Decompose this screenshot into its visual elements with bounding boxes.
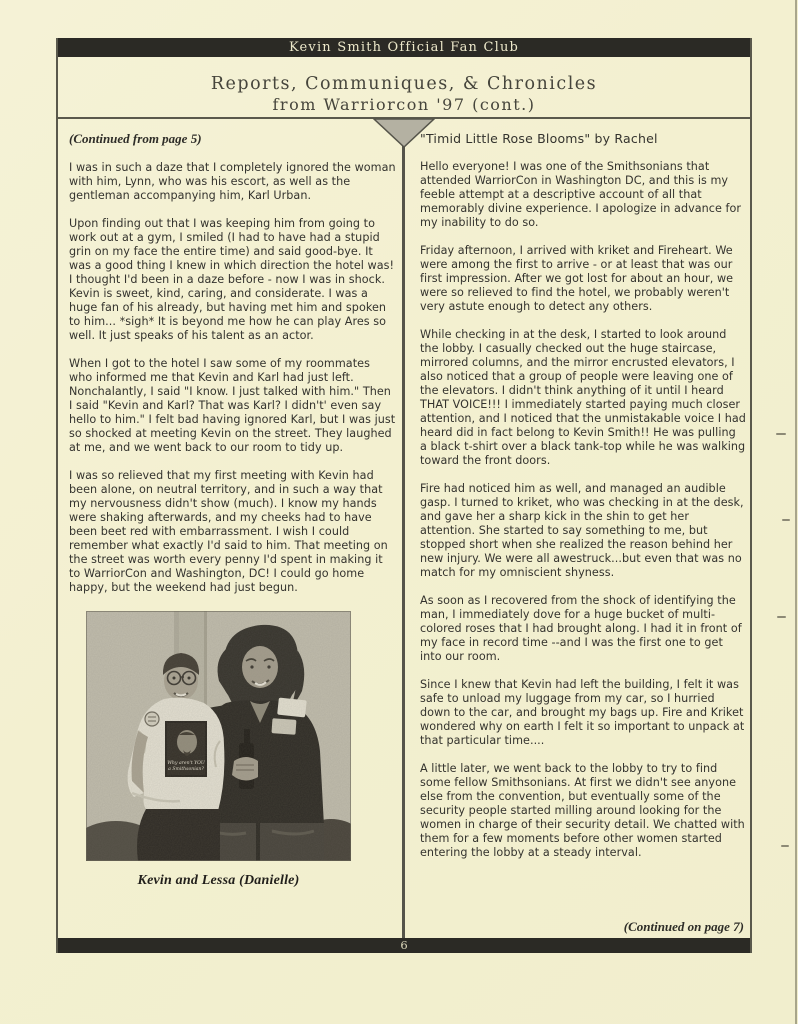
photo-caption: Kevin and Lessa (Danielle) (137, 873, 300, 888)
footer-bar (58, 938, 750, 953)
continued-from-note: (Continued from page 5) (69, 131, 202, 146)
column-divider (402, 146, 405, 938)
scan-mark (781, 845, 789, 847)
left-paragraph: When I got to the hotel I saw some of my roommates who informed me that Kevin and Karl had just left. Nonchalantly, I said "I know. I just talked with him." Then I said "Kevin and Karl? That was Karl? I didn't' even say hello to him." I felt bad having ignored Karl, but I was just so shocked at meeting Kevin on the street. They laughed at me, and we went back to our room to tidy up. (69, 357, 396, 454)
scan-edge-line (795, 0, 797, 1024)
right-paragraph: While checking in at the desk, I started to look around the lobby. I casually checked out the huge staircase, mirrored columns, and the mirror encrusted elevators, I also noticed that a group of people were leaving one of the elevators. I didn't think anything of it until I heard THAT VOICE!!! I immediately started paying much closer attention, and I noticed that the unmistakable voice I had heard did in fact belong to Kevin Smith!! He was pulling a black t-shirt over a black tank-top while he was walking toward the front doors. (420, 328, 746, 467)
masthead-title-line2: from Warriorcon '97 (cont.) (272, 95, 536, 114)
left-paragraph: Upon finding out that I was keeping him from going to work out at a gym, I smiled (I had to have had a stupid grin on my face the entire time) and said good-bye. It was a good thing I knew in which direction the hotel was! I thought I'd been in a daze before - now I was in shock. Kevin is sweet, kind, caring, and considerate. I was a huge fan of his already, but having met him and spoken to him... *sigh* It is beyond me how he can play Ares so well. It just speaks of his talent as an actor. (69, 217, 395, 342)
left-paragraph: I was so relieved that my first meeting with Kevin had been alone, on neutral territory, and in such a way that my nervousness didn't show (much). I know my hands were shaking afterwards, and my cheeks had to have been beet red with embarrassment. I wish I could remember what exactly I'd said to him. That meeting on the street was worth every penny I'd spent in making it to WarriorCon and Washington, DC! I could go home happy, but the weekend had just begun. (69, 469, 388, 594)
scan-mark (776, 433, 786, 435)
right-paragraph: Hello everyone! I was one of the Smithsonians that attended WarriorCon in Washington DC, and this is my feeble attempt at a descriptive account of all that memorably divine experience. I apologize in advance for my inability to do so. (420, 160, 742, 229)
right-paragraph: A little later, we went back to the lobby to try to find some fellow Smithsonians. At first we didn't see anyone else from the convention, but eventually some of the security people started milling around looking for the women in charge of their security detail. We chatted with them for a few moments before other women started entering the lobby at a steady interval. (420, 762, 745, 859)
banner-bar (58, 38, 750, 57)
masthead-title-line1: Reports, Communiques, & Chronicles (210, 74, 598, 94)
scan-mark (782, 519, 790, 521)
masthead (58, 57, 750, 119)
right-paragraph: Fire had noticed him as well, and managed an audible gasp. I turned to kriket, who was checking in at the desk, and gave her a sharp kick in the shin to get her attention. She started to say something to me, but stopped short when she realized the reason behind her new injury. We were all awestruck...but even that was no match for my omniscient shyness. (420, 482, 744, 579)
left-column (69, 128, 396, 889)
article-columns (58, 119, 750, 938)
story-title: "Timid Little Rose Blooms" by Rachel (420, 131, 658, 146)
fan-club-title: Kevin Smith Official Fan Club (288, 40, 520, 55)
photo-figure (86, 611, 351, 889)
right-paragraph: As soon as I recovered from the shock of identifying the man, I immediately dove for a huge bucket of multi-colored roses that I had brought along. I had it in front of my face in record time --and I was the first one to get into our room. (420, 594, 742, 663)
kevin-and-lessa-photo (86, 611, 351, 861)
continued-on-note: (Continued on page 7) (623, 919, 744, 934)
scan-mark (777, 616, 786, 618)
content-frame (56, 38, 752, 953)
right-column (420, 131, 749, 860)
left-paragraph: I was in such a daze that I completely ignored the woman with him, Lynn, who was his escort, as well as the gentleman accompanying him, Karl Urban. (69, 161, 396, 202)
page-number: 6 (400, 938, 408, 952)
right-paragraph: Since I knew that Kevin had left the building, I felt it was safe to unload my luggage from my car, so I hurried down to the car, and brought my bags up. Fire and Kriket wondered why on earth I felt it so important to unpack at that particular time.... (420, 678, 745, 747)
right-paragraph: Friday afternoon, I arrived with kriket and Fireheart. We were among the first to arrive - or at least that was our first impression. After we got lost for about an hour, we were so relieved to find the hotel, we probably weren't very astute enough to detect any others. (420, 244, 734, 313)
